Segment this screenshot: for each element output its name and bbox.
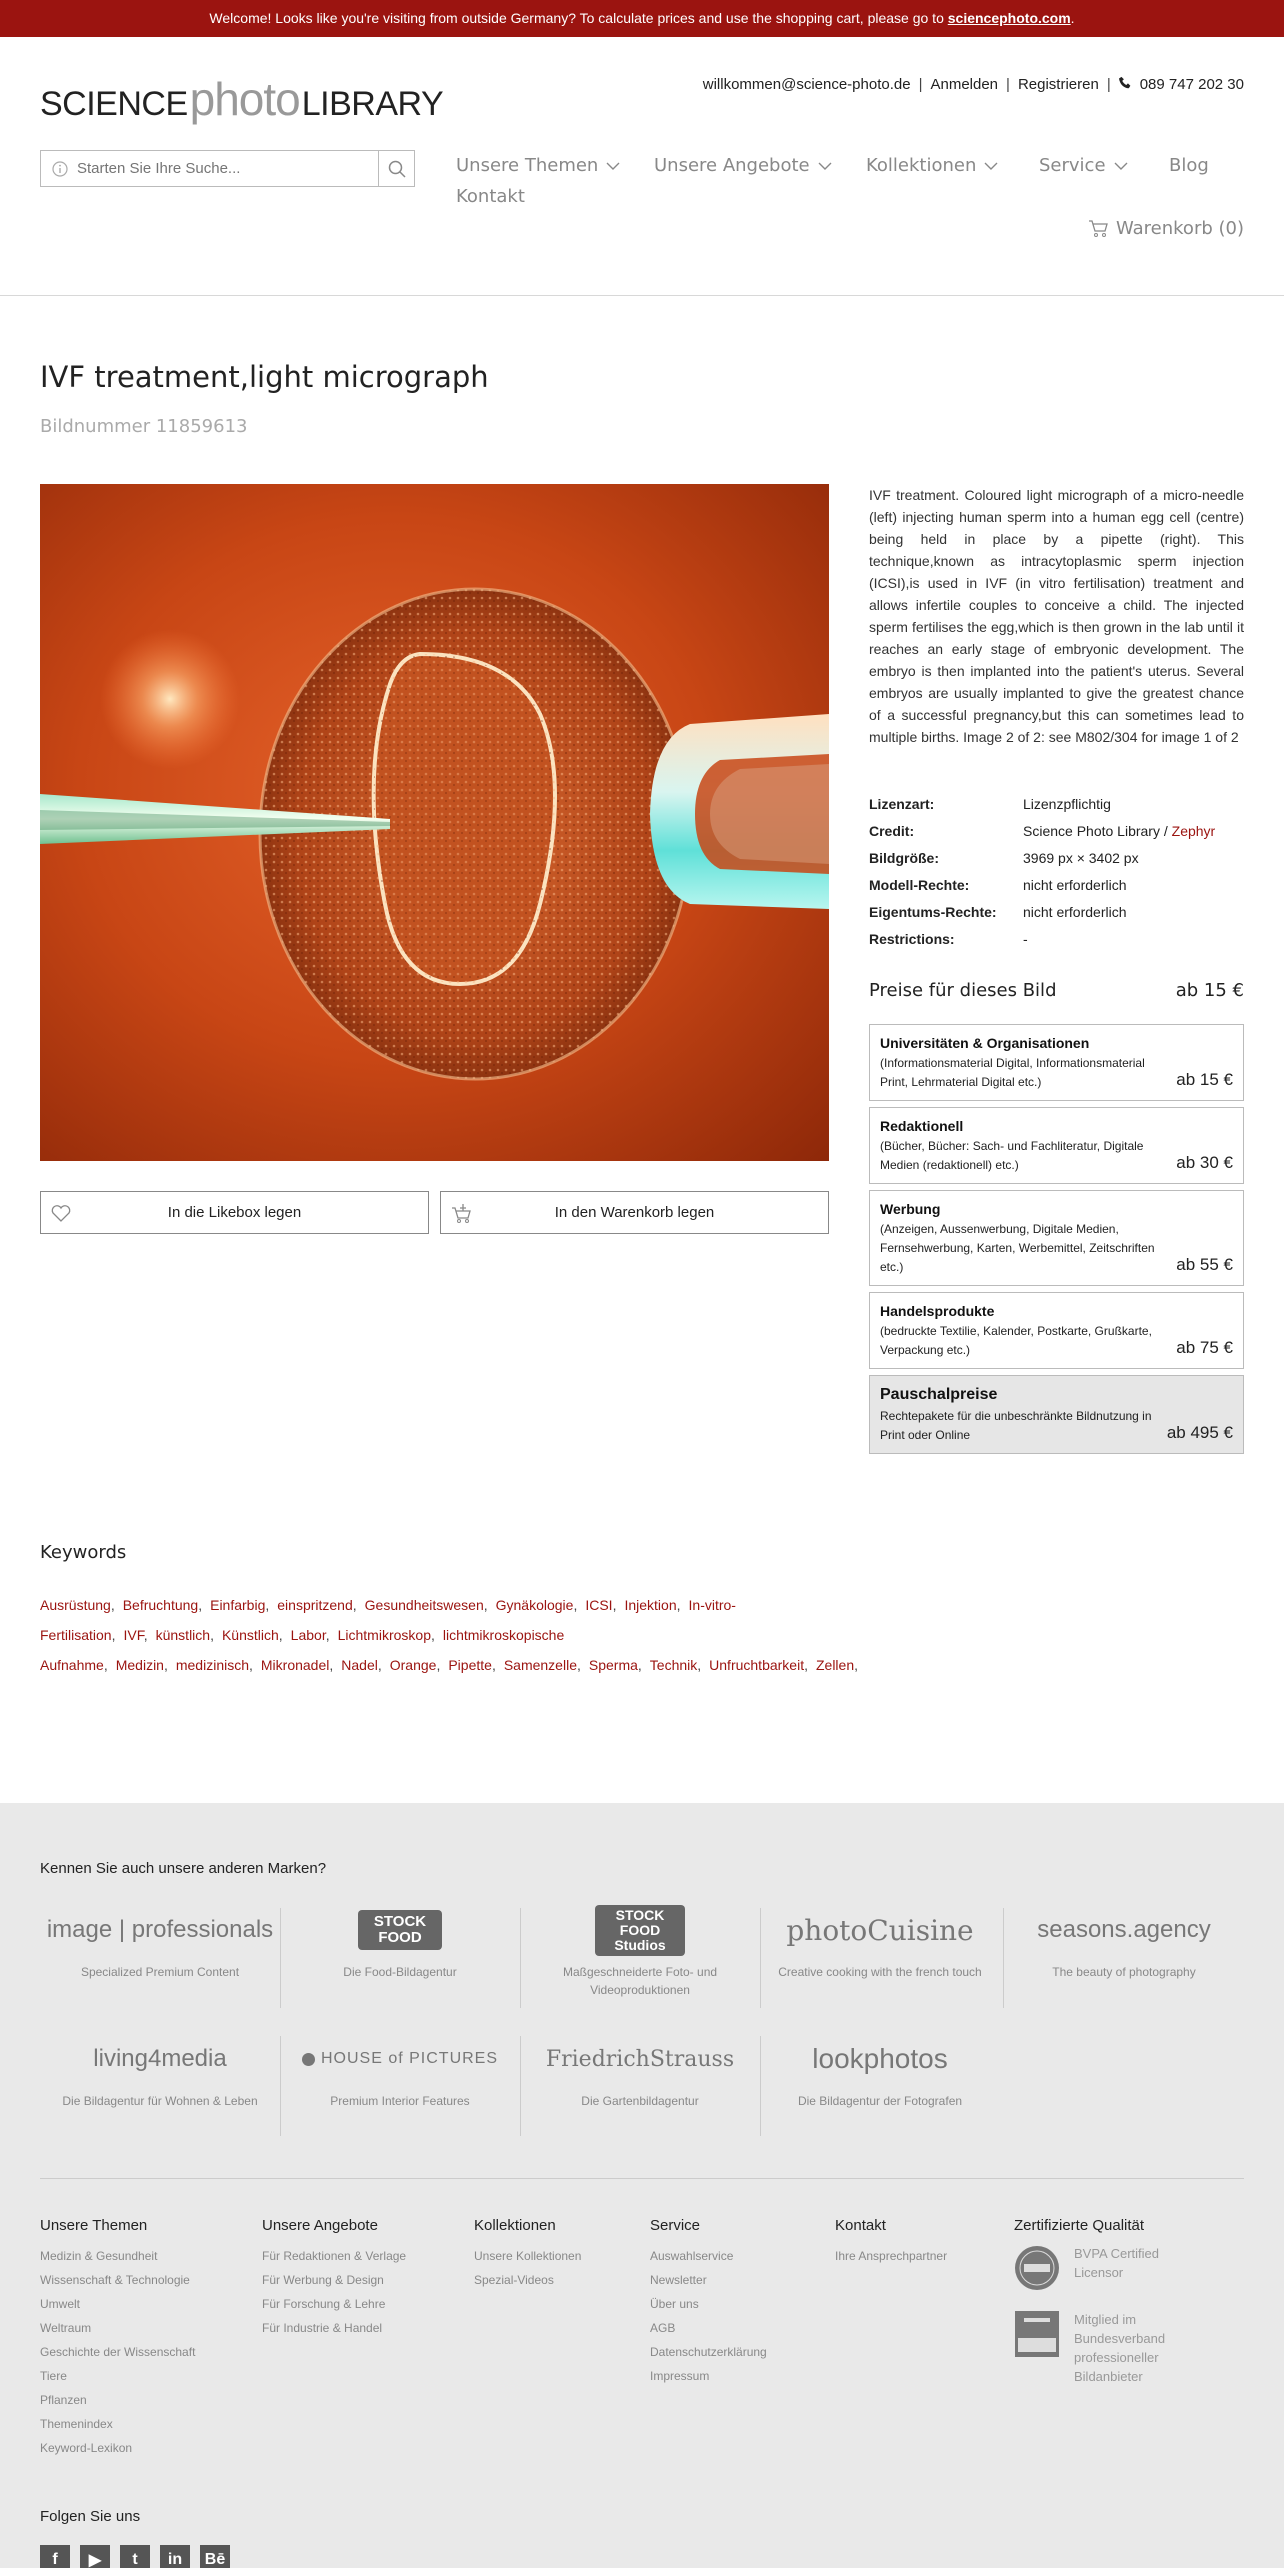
footer-col-heading: Kollektionen <box>474 2217 556 2234</box>
nav-label: Kontakt <box>456 186 525 207</box>
footer-col-themen <box>40 2217 195 2460</box>
spec-value <box>1023 823 1215 839</box>
keyword-separator: , <box>163 1657 168 1673</box>
credit-photographer-link[interactable]: Zephyr <box>1171 822 1216 839</box>
brand-logo: lookphotos <box>812 2043 948 2074</box>
footer-link[interactable]: Weltraum <box>40 2321 92 2335</box>
keyword-list <box>40 1590 1250 1680</box>
price-option-price: ab 30 € <box>1176 1153 1233 1172</box>
price-option-price: ab 15 € <box>1176 1070 1233 1089</box>
keyword-link[interactable]: Nadel <box>341 1657 378 1673</box>
footer-link[interactable]: Für Werbung & Design <box>262 2273 384 2287</box>
brand-logo: FriedrichStrauss <box>545 2046 735 2072</box>
footer-link[interactable]: AGB <box>650 2321 676 2335</box>
cert-bvpa-licensor[interactable] <box>1014 2244 1174 2292</box>
footer-col-heading: Zertifizierte Qualität <box>1014 2217 1145 2234</box>
keyword-separator: , <box>697 1657 702 1673</box>
brand-logo: photoCuisine <box>786 1913 974 1947</box>
logo-science: SCIENCE <box>40 85 188 123</box>
footer-link[interactable]: Für Forschung & Lehre <box>262 2297 386 2311</box>
nav-kollektionen[interactable] <box>866 155 998 176</box>
keyword-separator: , <box>430 1627 435 1643</box>
brand-subtitle: Creative cooking with the french touch <box>778 1965 982 1979</box>
price-option-title: Handelsprodukte <box>880 1303 995 1319</box>
price-option-price: ab 75 € <box>1176 1338 1233 1357</box>
nav-label: Unsere Angebote <box>654 155 810 176</box>
image-specs <box>869 790 1244 952</box>
footer-link[interactable]: Keyword-Lexikon <box>40 2441 133 2455</box>
banner-link[interactable]: sciencephoto.com <box>947 10 1071 26</box>
nav-service[interactable] <box>1039 155 1128 176</box>
keyword-link[interactable]: Mikronadel <box>260 1657 330 1673</box>
brand-logo: seasons.agency <box>1037 1916 1211 1943</box>
add-to-cart-button[interactable] <box>440 1191 829 1234</box>
spec-row <box>869 871 1244 898</box>
spec-key: Restrictions: <box>869 930 955 947</box>
keyword-separator: , <box>325 1627 330 1643</box>
top-links <box>703 76 1244 93</box>
keyword-link[interactable]: Künstlich <box>221 1627 279 1643</box>
stockfood-studios-logo-text: STOCK FOOD Studios <box>595 1905 685 1956</box>
spec-row <box>869 790 1244 817</box>
spec-row <box>869 817 1244 844</box>
nav-unsere-themen[interactable] <box>456 155 620 176</box>
youtube-icon[interactable]: ▶ <box>80 2545 110 2568</box>
chevron-down-icon <box>818 162 832 170</box>
brands-heading: Kennen Sie auch unsere anderen Marken? <box>40 1860 327 1877</box>
keyword-link[interactable]: Unfruchtbarkeit <box>709 1657 805 1673</box>
keyword-separator: , <box>103 1657 108 1673</box>
footer-link[interactable]: Ihre Ansprechpartner <box>835 2249 948 2263</box>
footer-link[interactable]: Impressum <box>650 2369 710 2383</box>
image-actions <box>40 1191 829 1234</box>
logo-library: LIBRARY <box>301 85 444 123</box>
price-option-price: ab 495 € <box>1166 1423 1233 1442</box>
keyword-link[interactable]: ICSI <box>585 1597 613 1613</box>
search-button[interactable] <box>378 151 414 186</box>
price-option-advertising[interactable] <box>869 1190 1244 1286</box>
cart-label: Warenkorb (0) <box>1115 218 1244 239</box>
footer-link[interactable]: Über uns <box>650 2297 699 2311</box>
footer-link[interactable]: Umwelt <box>40 2297 81 2311</box>
brand-living4media[interactable] <box>40 2034 280 2110</box>
info-icon <box>51 160 69 178</box>
price-option-desc: (Informationsmaterial Digital, Informationsmaterial Print, Lehrmaterial Digital etc.) <box>880 1056 1145 1089</box>
brand-subtitle: Die Bildagentur für Wohnen & Leben <box>62 2094 258 2108</box>
spec-value: Lizenzpflichtig <box>1023 795 1111 812</box>
spec-key: Credit: <box>869 822 915 839</box>
facebook-icon[interactable]: f <box>40 2545 70 2568</box>
brand-stockfood[interactable] <box>280 1905 520 1981</box>
nav-blog[interactable] <box>1169 155 1209 176</box>
price-option-flatrate[interactable] <box>869 1375 1244 1454</box>
chevron-down-icon <box>984 162 998 170</box>
footer-link[interactable]: Themenindex <box>40 2417 113 2431</box>
footer-col-heading: Unsere Themen <box>40 2217 148 2234</box>
price-option-universities[interactable] <box>869 1024 1244 1101</box>
stockfood-logo-text: STOCK FOOD <box>358 1910 442 1950</box>
keyword-link[interactable]: Befruchtung <box>122 1597 199 1613</box>
price-option-desc: (bedruckte Textilie, Kalender, Postkarte, Grußkarte, Verpackung etc.) <box>880 1324 1152 1357</box>
nav-label: Unsere Themen <box>456 155 599 176</box>
keyword-separator: , <box>329 1657 334 1673</box>
cert-bvpa-member[interactable] <box>1014 2310 1174 2386</box>
separator: | <box>1106 76 1111 93</box>
keyword-separator: , <box>278 1627 283 1643</box>
footer-divider <box>40 2178 1244 2179</box>
prices-title: Preise für dieses Bild <box>869 980 1057 1001</box>
keyword-separator: , <box>612 1597 617 1613</box>
keyword-separator: , <box>576 1657 581 1673</box>
price-option-editorial[interactable] <box>869 1107 1244 1184</box>
footer-link[interactable]: Geschichte der Wissenschaft <box>40 2345 196 2359</box>
brand-subtitle: Maßgeschneiderte Foto- und Videoproduktionen <box>562 1965 718 1997</box>
footer-col-qualitaet <box>1014 2217 1174 2404</box>
keyword-separator: , <box>637 1657 642 1673</box>
brand-subtitle: Specialized Premium Content <box>80 1965 240 1979</box>
banner-text: Welcome! Looks like you're visiting from outside Germany? To calculate prices and use the shopping cart, please go to <box>209 10 948 26</box>
keyword-separator: , <box>210 1627 214 1643</box>
keyword-link[interactable]: Zellen <box>815 1657 855 1673</box>
nav-label: Kollektionen <box>866 155 977 176</box>
keyword-separator: , <box>265 1597 270 1613</box>
price-option-desc: (Bücher, Bücher: Sach- und Fachliteratur, Digitale Medien (redaktionell) etc.) <box>880 1139 1144 1172</box>
separator: | <box>918 76 923 93</box>
spec-row <box>869 844 1244 871</box>
dot-icon <box>302 2053 315 2066</box>
footer-link[interactable]: Für Redaktionen & Verlage <box>262 2249 407 2263</box>
keyword-link[interactable]: einspritzend <box>277 1597 353 1613</box>
heart-icon <box>51 1204 71 1226</box>
likebox-button[interactable] <box>40 1191 429 1234</box>
spec-key: Bildgröße: <box>869 849 939 866</box>
brand-friedrich-strauss[interactable] <box>520 2034 760 2110</box>
spec-row <box>869 898 1244 925</box>
keyword-separator: , <box>573 1597 578 1613</box>
prices-heading <box>869 980 1244 1001</box>
keyword-separator: , <box>110 1597 115 1613</box>
phone-link[interactable]: 089 747 202 30 <box>1139 76 1244 93</box>
search-icon <box>388 160 406 178</box>
separator: | <box>1006 76 1010 93</box>
footer-col-kollektionen <box>474 2217 581 2292</box>
brand-logo <box>280 2034 520 2084</box>
footer-link[interactable]: Wissenschaft & Technologie <box>40 2273 190 2287</box>
brand-image-professionals[interactable] <box>40 1905 280 1981</box>
brand-logo: image | professionals <box>46 1916 274 1943</box>
keyword-separator: , <box>111 1627 116 1643</box>
nav-label: Blog <box>1169 155 1209 176</box>
site-logo[interactable] <box>40 72 443 126</box>
keyword-separator: , <box>249 1657 253 1673</box>
nav-label: Service <box>1039 155 1106 176</box>
cert-text: BVPA Certified Licensor <box>1074 2246 1160 2280</box>
brand-house-of-pictures[interactable] <box>280 2034 520 2110</box>
brand-subtitle: Premium Interior Features <box>330 2094 470 2108</box>
spec-key: Modell-Rechte: <box>869 876 970 893</box>
nav-unsere-angebote[interactable] <box>654 155 832 176</box>
keyword-separator: , <box>352 1597 357 1613</box>
add-to-cart-label: In den Warenkorb legen <box>554 1204 715 1221</box>
keyword-link[interactable]: Ausrüstung <box>40 1597 111 1613</box>
keyword-link[interactable]: Medizin <box>115 1657 164 1673</box>
keyword-separator: , <box>377 1657 382 1673</box>
keyword-separator: , <box>491 1657 496 1673</box>
price-option-title: Redaktionell <box>880 1118 964 1134</box>
footer-col-service <box>650 2217 767 2388</box>
phone-icon <box>1119 76 1132 93</box>
brand-divider <box>280 2036 281 2136</box>
footer-link[interactable]: Spezial-Videos <box>474 2273 554 2287</box>
spec-value: - <box>1023 930 1028 947</box>
credit-text: Science Photo Library / <box>1023 822 1172 839</box>
price-option-title: Pauschalpreise <box>880 1386 998 1403</box>
header-divider <box>0 295 1284 296</box>
brand-divider <box>760 1908 761 2008</box>
keyword-separator: , <box>483 1597 488 1613</box>
micrograph-image[interactable] <box>40 484 829 1161</box>
likebox-label: In die Likebox legen <box>167 1204 302 1221</box>
price-option-title: Werbung <box>880 1201 941 1217</box>
footer-link[interactable]: Medizin & Gesundheit <box>40 2249 158 2263</box>
keyword-separator: , <box>198 1597 203 1613</box>
nav-kontakt[interactable] <box>456 186 525 207</box>
price-option-desc: (Anzeigen, Aussenwerbung, Digitale Medien, Fernsehwerbung, Karten, Werbemittel, Zeitschriften etc.) <box>880 1222 1155 1274</box>
brand-divider <box>280 1908 281 2008</box>
footer-link[interactable]: Pflanzen <box>40 2393 87 2407</box>
keyword-link[interactable]: In-vitro-Fertilisation <box>40 1597 736 1643</box>
logo-photo: photo <box>189 73 300 125</box>
keyword-link[interactable]: Gesundheitswesen <box>364 1597 484 1613</box>
footer-col-angebote <box>262 2217 406 2340</box>
keyword-separator: , <box>854 1657 859 1673</box>
keyword-link[interactable]: IVF <box>123 1627 144 1643</box>
footer-col-heading: Service <box>650 2217 701 2234</box>
price-options <box>869 1024 1244 1460</box>
spec-key: Lizenzart: <box>869 795 935 812</box>
brand-logo-text: HOUSE of PICTURES <box>320 2050 499 2067</box>
brand-photocuisine[interactable] <box>760 1905 1000 1981</box>
keyword-separator: , <box>676 1597 681 1613</box>
brand-stockfood-studios[interactable] <box>520 1905 760 1999</box>
keyword-link[interactable]: medizinisch <box>175 1657 249 1673</box>
search-input[interactable] <box>69 152 378 186</box>
keyword-link[interactable]: Lichtmikroskop <box>337 1627 431 1643</box>
brand-logo <box>520 1905 760 1955</box>
spec-value: 3969 px × 3402 px <box>1023 849 1139 866</box>
banner-end: . <box>1070 10 1075 26</box>
brand-subtitle: The beauty of photography <box>1052 1965 1196 1979</box>
brand-divider <box>1003 1908 1004 2008</box>
follow-heading: Folgen Sie uns <box>40 2508 141 2525</box>
brand-divider <box>520 1908 521 2008</box>
image-number: Bildnummer 11859613 <box>40 416 248 437</box>
spec-row <box>869 925 1244 952</box>
price-option-desc: Rechtepakete für die unbeschränkte Bildnutzung in Print oder Online <box>880 1409 1152 1442</box>
keyword-separator: , <box>804 1657 808 1673</box>
footer-link[interactable]: Datenschutzerklärung <box>650 2345 767 2359</box>
search-box <box>40 150 415 187</box>
footer-link[interactable]: Unsere Kollektionen <box>474 2249 582 2263</box>
social-links <box>40 2545 230 2568</box>
price-option-merchandise[interactable] <box>869 1292 1244 1369</box>
chevron-down-icon <box>606 162 620 170</box>
price-option-title: Universitäten & Organisationen <box>880 1035 1090 1051</box>
keyword-link[interactable]: lichtmikroskopische Aufnahme <box>40 1627 565 1673</box>
keyword-link[interactable]: Samenzelle <box>503 1657 577 1673</box>
brand-divider <box>520 2036 521 2136</box>
price-option-price: ab 55 € <box>1176 1255 1233 1274</box>
country-banner <box>0 0 1284 37</box>
footer-link[interactable]: Tiere <box>40 2369 67 2383</box>
footer-col-kontakt <box>835 2217 947 2268</box>
footer-col-heading: Kontakt <box>835 2217 886 2234</box>
brand-lookphotos[interactable] <box>760 2034 1000 2110</box>
email-link[interactable]: willkommen@science-photo.de <box>702 76 911 93</box>
footer-col-heading: Unsere Angebote <box>262 2217 378 2234</box>
footer-link[interactable]: Newsletter <box>650 2273 707 2287</box>
brand-subtitle: Die Food-Bildagentur <box>343 1965 457 1979</box>
keyword-link[interactable]: künstlich <box>155 1627 211 1643</box>
brand-subtitle: Die Gartenbildagentur <box>581 2094 699 2108</box>
spec-key: Eigentums-Rechte: <box>869 903 997 920</box>
keyword-link[interactable]: Labor <box>290 1627 326 1643</box>
cart-icon <box>1088 220 1108 238</box>
page-title: IVF treatment,light micrograph <box>40 360 489 394</box>
register-link[interactable]: Registrieren <box>1017 76 1099 93</box>
keyword-link[interactable]: Gynäkologie <box>495 1597 574 1613</box>
keyword-separator: , <box>143 1627 148 1643</box>
keyword-link[interactable]: Technik <box>649 1657 698 1673</box>
keywords-heading: Keywords <box>40 1542 127 1563</box>
brand-divider <box>760 2036 761 2136</box>
footer-link[interactable]: Für Industrie & Handel <box>262 2321 383 2335</box>
keyword-link[interactable]: Einfarbig <box>210 1597 266 1613</box>
cert-text: Mitglied im Bundesverband professioneller Bildanbieter <box>1074 2312 1166 2384</box>
bvpa-seal-icon <box>1014 2244 1060 2292</box>
login-link[interactable]: Anmelden <box>930 76 999 93</box>
linkedin-icon[interactable]: in <box>160 2545 190 2568</box>
brand-logo: living4media <box>93 2045 227 2072</box>
keyword-link[interactable]: Orange <box>389 1657 437 1673</box>
footer-link[interactable]: Auswahlservice <box>650 2249 734 2263</box>
brand-logo <box>280 1905 520 1955</box>
spec-value: nicht erforderlich <box>1023 903 1127 920</box>
keyword-link[interactable]: Injektion <box>624 1597 677 1613</box>
behance-icon[interactable]: Bē <box>200 2545 230 2568</box>
chevron-down-icon <box>1114 162 1128 170</box>
keyword-link[interactable]: Pipette <box>448 1657 492 1673</box>
brand-subtitle: Die Bildagentur der Fotografen <box>797 2094 963 2108</box>
cart-link[interactable] <box>1088 218 1244 239</box>
cart-add-icon <box>451 1204 473 1228</box>
keyword-separator: , <box>436 1657 441 1673</box>
twitter-icon[interactable]: t <box>120 2545 150 2568</box>
prices-from: ab 15 € <box>1175 980 1244 1001</box>
brand-seasons-agency[interactable] <box>1004 1905 1244 1981</box>
bvpa-member-icon <box>1014 2310 1060 2358</box>
keyword-link[interactable]: Sperma <box>588 1657 638 1673</box>
spec-value: nicht erforderlich <box>1023 876 1127 893</box>
image-description: IVF treatment. Coloured light micrograph of a micro-needle (left) injecting human sperm into a human egg cell (centre) being held in place by a pipette (right). This technique,known as intracytoplasmic sperm injection (ICSI),is used in IVF (in vitro fertilisation) treatment and allows infertile couples to conceive a child. The injected sperm fertilises the egg,which is then grown in the lab until it reaches an early stage of embryonic development. The embryo is then implanted into the patient's uterus. Several embryos are usually implanted to give the greatest chance of a successful pregnancy,but this can sometimes lead to multiple births. Image 2 of 2: see M802/304 for image 1 of 2 <box>869 487 1244 745</box>
